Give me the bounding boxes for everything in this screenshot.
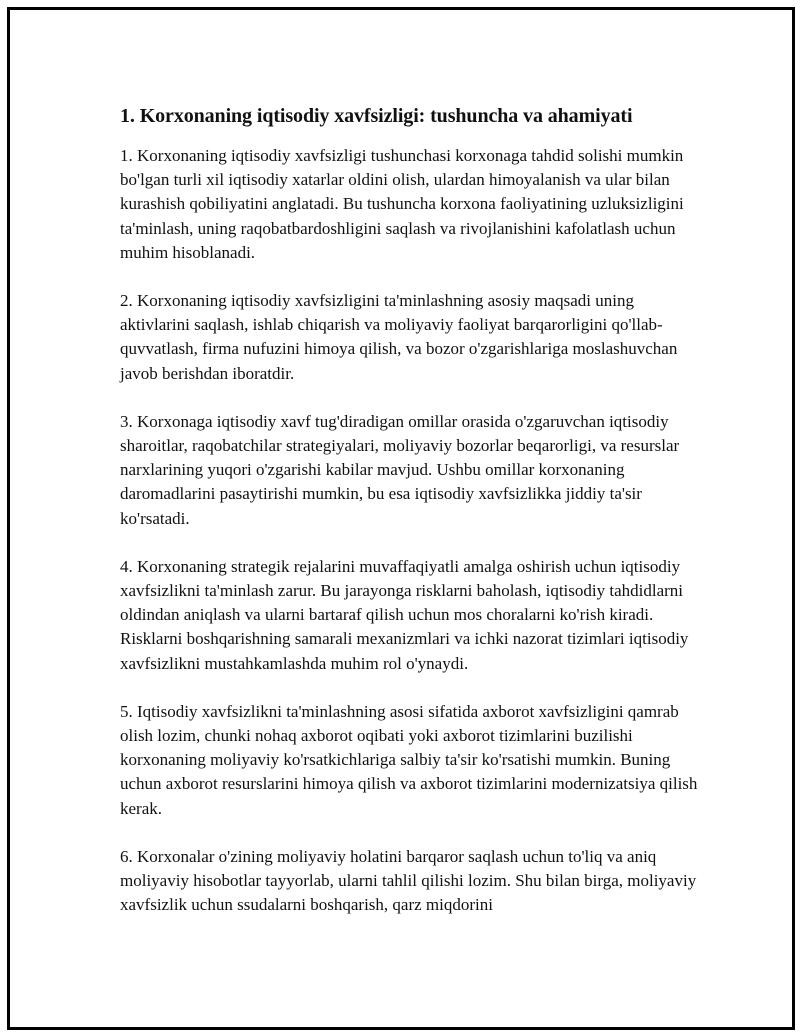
document-title: 1. Korxonaning iqtisodiy xavfsizligi: tushuncha va ahamiyati bbox=[120, 105, 633, 127]
document-body bbox=[120, 102, 700, 941]
paragraph-6: 6. Korxonalar o'zining moliyaviy holatini barqaror saqlash uchun to'liq va aniq moliyaviy hisobotlar tayyorlab, ularni tahlil qilishi lozim. Shu bilan birga, moliyaviy xavfsizlik uchun ssudalarni boshqarish, qarz miqdorini bbox=[120, 846, 697, 915]
page-frame bbox=[7, 7, 795, 1030]
paragraph-2: 2. Korxonaning iqtisodiy xavfsizligini ta'minlashning asosiy maqsadi uning aktivlarini saqlash, ishlab chiqarish va moliyaviy faoliyat barqarorligini qo'llab-quvvatlash, firma nufuzini himoya qilish, va bozor o'zgarishlariga moslashuvchan javob berishdan iboratdir. bbox=[120, 291, 678, 383]
paragraph-1: 1. Korxonaning iqtisodiy xavfsizligi tushunchasi korxonaga tahdid solishi mumkin bo'lgan turli xil iqtisodiy xatarlar oldini olish, ulardan himoyalanish va ular bilan kurashish qobiliyatini anglatadi. Bu tushuncha korxona faoliyatining uzluksizligini ta'minlash, uning raqobatbardoshligini saqlash va rivojlanishini kafolatlash uchun muhim hisoblanadi. bbox=[120, 146, 684, 262]
paragraph-4: 4. Korxonaning strategik rejalarini muvaffaqiyatli amalga oshirish uchun iqtisodiy xavfsizlikni ta'minlash zarur. Bu jarayonga risklarni baholash, iqtisodiy tahdidlarni oldindan aniqlash va ularni bartaraf qilish uchun mos choralarni ko'rish kiradi. Risklarni boshqarishning samarali mexanizmlari va ichki nazorat tizimlari iqtisodiy xavfsizlikni mustahkamlashda muhim rol o'ynaydi. bbox=[120, 556, 689, 673]
paragraph-5: 5. Iqtisodiy xavfsizlikni ta'minlashning asosi sifatida axborot xavfsizligini qamrab olish lozim, chunki nohaq axborot oqibati yoki axborot tizimlarini buzilishi korxonaning moliyaviy ko'rsatkichlariga salbiy ta'sir ko'rsatishi mumkin. Buning uchun axborot resurslarini himoya qilish va axborot tizimlarini modernizatsiya qilish kerak. bbox=[120, 701, 698, 818]
paragraph-3: 3. Korxonaga iqtisodiy xavf tug'diradigan omillar orasida o'zgaruvchan iqtisodiy sharoitlar, raqobatchilar strategiyalari, moliyaviy bozorlar beqarorligi, va resurslar narxlarining yuqori o'zgarishi kabilar mavjud. Ushbu omillar korxonaning daromadlarini pasaytirishi mumkin, bu esa iqtisodiy xavfsizlikka jiddiy ta'sir ko'rsatadi. bbox=[120, 411, 680, 528]
